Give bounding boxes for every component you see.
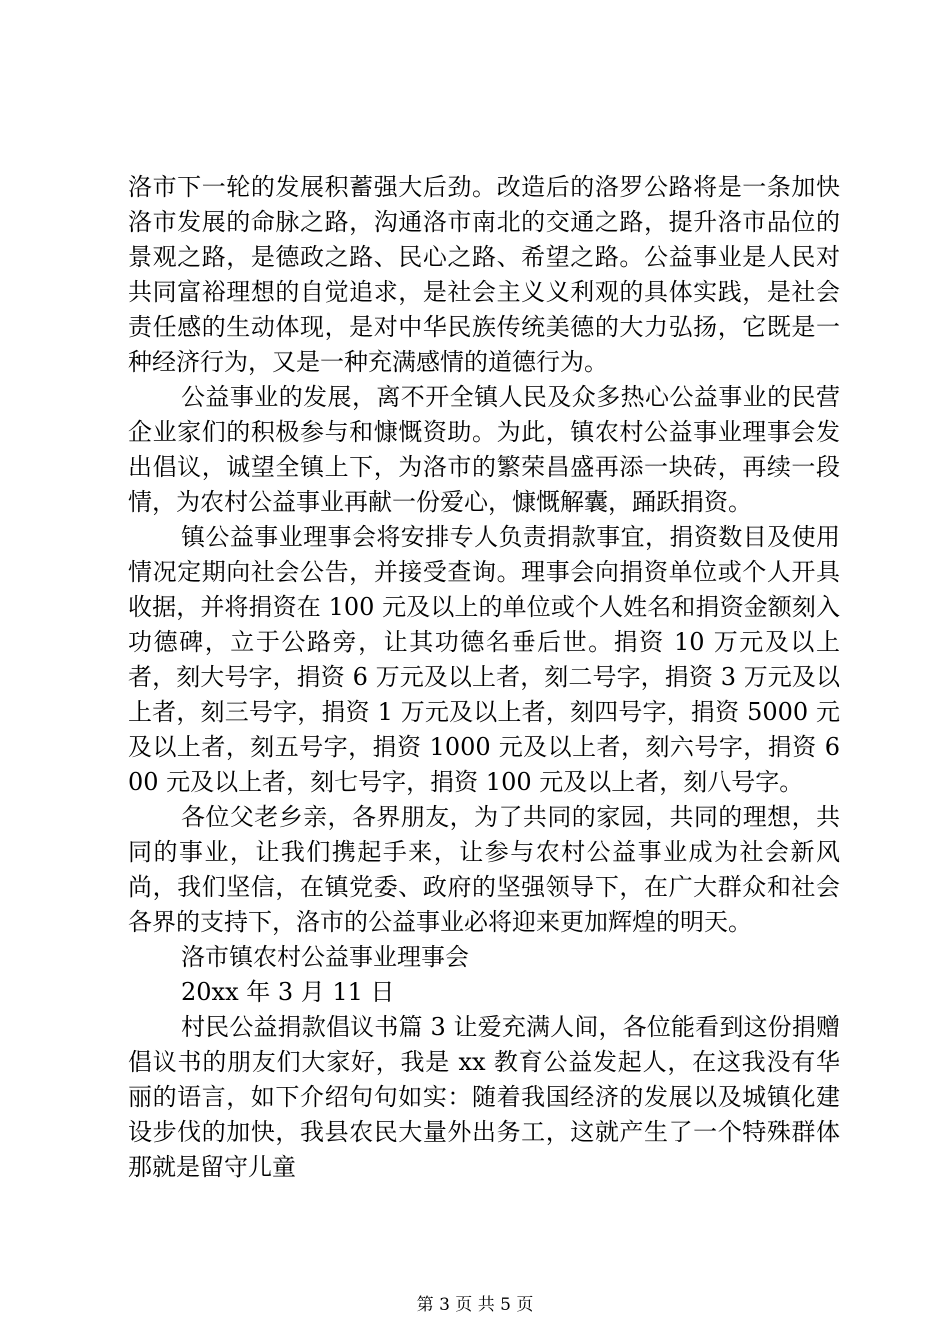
paragraph-2: 公益事业的发展，离不开全镇人民及众多热心公益事业的民营企业家们的积极参与和慷慨资助。为此，镇农村公益事业理事会发出倡议，诚望全镇上下，为洛市的繁荣昌盛再添一块砖，再续一段情，为农村公益事业再献一份爱心，慷慨解囊，踊跃捐资。 [128,383,840,516]
paragraph-1: 洛市下一轮的发展积蓄强大后劲。改造后的洛罗公路将是一条加快洛市发展的命脉之路，沟通洛市南北的交通之路，提升洛市品位的景观之路，是德政之路、民心之路、希望之路。公益事业是人民对共同富裕理想的自觉追求，是社会主义义利观的具体实践，是社会责任感的生动体现，是对中华民族传统美德的大力弘扬，它既是一种经济行为，又是一种充满感情的道德行为。 [128,173,840,376]
page-footer: 第 3 页 共 5 页 [416,1295,534,1315]
document-body [128,170,840,1185]
paragraph-4: 各位父老乡亲，各界朋友，为了共同的家园，共同的理想，共同的事业，让我们携起手来，让参与农村公益事业成为社会新风尚，我们坚信，在镇党委、政府的坚强领导下，在广大群众和社会各界的支持下，洛市的公益事业必将迎来更加辉煌的明天。 [128,803,840,936]
paragraph-3: 镇公益事业理事会将安排专人负责捐款事宜，捐资数目及使用情况定期向社会公告，并接受查询。理事会向捐资单位或个人开具收据，并将捐资在 100 元及以上的单位或个人姓名和捐资金额刻入功德碑，立于公路旁，让其功德名垂后世。捐资 10 万元及以上者，刻大号字，捐资 6 万元及以上者，刻二号字，捐资 3 万元及以上者，刻三号字，捐资 1 万元及以上者，刻四号字，捐资 5000 元及以上者，刻五号字，捐资 1000 元及以上者，刻六号字，捐资 600 元及以上者，刻七号字，捐资 100 元及以上者，刻八号字。 [128,523,840,796]
signature-organization: 洛市镇农村公益事业理事会 [181,943,469,971]
signature-date: 20xx 年 3 月 11 日 [181,978,395,1006]
next-section-paragraph: 村民公益捐款倡议书篇 3 让爱充满人间，各位能看到这份捐赠倡议书的朋友们大家好，我是 xx 教育公益发起人，在这我没有华丽的语言，如下介绍句句如实：随着我国经济的发展以及城镇化建设步伐的加快，我县农民大量外出务工，这就产生了一个特殊群体那就是留守儿童 [128,1013,840,1181]
